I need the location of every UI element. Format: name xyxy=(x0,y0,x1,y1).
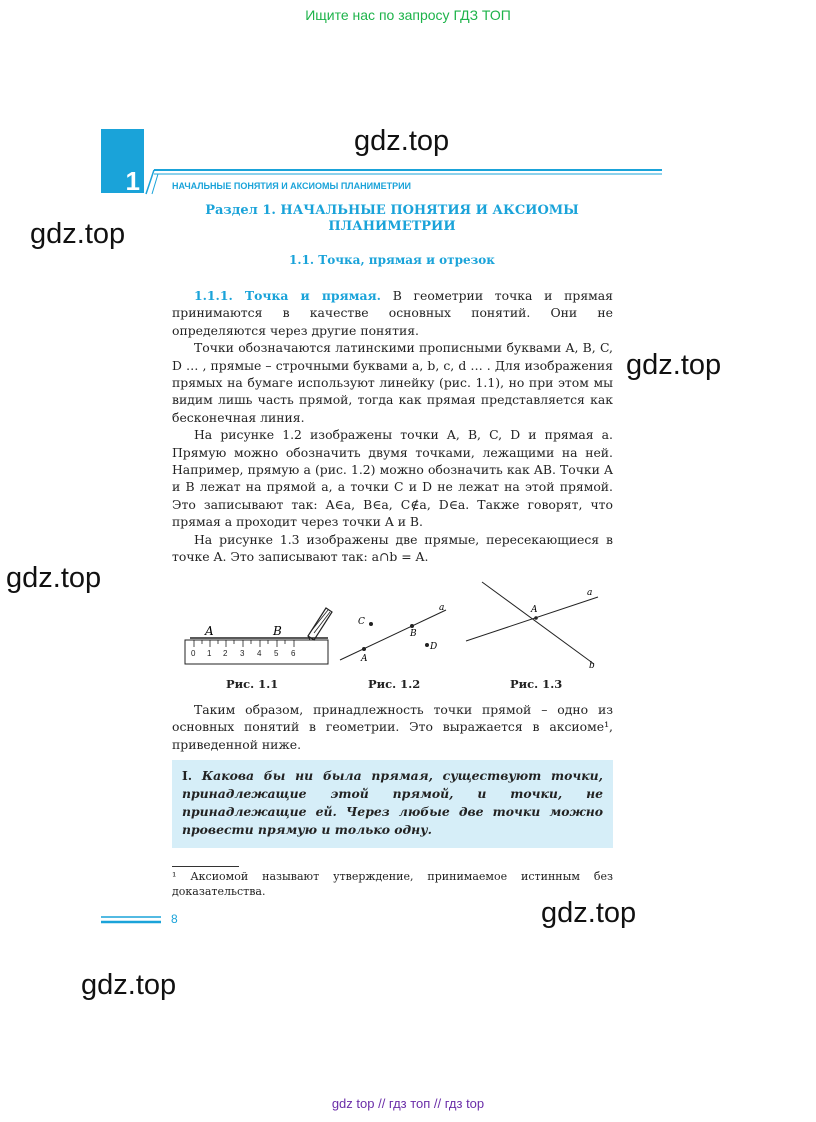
figure-ruler xyxy=(180,600,340,670)
fig2-label-B: B xyxy=(410,629,417,639)
paragraph-lead: 1.1.1. Точка и прямая. xyxy=(194,288,381,303)
top-search-hint[interactable]: Ищите нас по запросу ГДЗ ТОП xyxy=(305,7,511,23)
paragraph-1-text: В геометрии точка и прямая принимаются в качестве основных понятий. Они не определяются через другие понятия. xyxy=(172,288,613,338)
footnote: ¹ Аксиомой называют утверждение, принимаемое истинным без доказательства. xyxy=(172,870,613,898)
fig2-dot-B xyxy=(410,624,414,628)
concluding-text xyxy=(172,701,613,753)
ruler-tick-label: 6 xyxy=(291,649,296,658)
ruler-tick-label: 5 xyxy=(274,649,279,658)
fig2-label-a: a xyxy=(439,603,445,613)
fig2-label-C: C xyxy=(358,617,365,627)
fig2-dot-C xyxy=(369,622,373,626)
fig2-dot-D xyxy=(425,643,429,647)
fig1-caption: Рис. 1.1 xyxy=(226,677,279,691)
axiom-number: I. xyxy=(182,768,193,783)
section-title-line-2: ПЛАНИМЕТРИИ xyxy=(328,219,456,234)
fig2-caption: Рис. 1.2 xyxy=(368,677,421,691)
running-title: НАЧАЛЬНЫЕ ПОНЯТИЯ И АКСИОМЫ ПЛАНИМЕТРИИ xyxy=(172,181,412,191)
pen-icon xyxy=(308,608,332,640)
fig1-point-A: A xyxy=(205,624,214,638)
paragraph-1 xyxy=(172,287,613,339)
chapter-number: 1 xyxy=(125,166,140,196)
body-text xyxy=(172,287,613,566)
watermark: gdz.top xyxy=(541,897,637,929)
ruler-tick-label: 1 xyxy=(207,649,212,658)
fig3-caption: Рис. 1.3 xyxy=(510,677,563,691)
subsection-title: 1.1. Точка, прямая и отрезок xyxy=(289,253,495,267)
watermark: gdz.top xyxy=(354,125,450,157)
fig2-dot-A xyxy=(362,647,366,651)
paragraph-4: На рисунке 1.3 изображены две прямые, пересекающиеся в точке A. Это записывают так: a∩b = A. xyxy=(172,531,613,565)
fig1-point-B: B xyxy=(273,624,282,638)
watermark: gdz.top xyxy=(30,218,126,250)
fig3-label-b: b xyxy=(589,661,595,671)
footnote-divider xyxy=(172,866,239,867)
paragraph-3: На рисунке 1.2 изображены точки A, B, C, D и прямая a. Прямую можно обозначить двумя точками, лежащими на ней. Например, прямую a (рис. 1.2) можно обозначить как AB. Точки A и B лежат на прямой a, а точки C и D не лежат на этой прямой. Это записывают так: A∈a, B∈a, C∉a, D∈a. Также говорят, что прямая a проходит через точки A и B. xyxy=(172,427,613,530)
watermark: gdz.top xyxy=(626,349,722,381)
paragraph-5: Таким образом, принадлежность точки прямой – одно из основных понятий в геометрии. Это выражается в аксиоме¹, приведенной ниже. xyxy=(172,702,613,752)
ruler-tick-label: 3 xyxy=(240,649,245,658)
ruler-ticks xyxy=(194,640,294,647)
figure-intersecting-lines xyxy=(462,578,612,672)
fig3-label-a: a xyxy=(587,588,593,598)
fig3-line-b xyxy=(482,582,594,664)
axiom-text: Какова бы ни была прямая, существуют точки, принадлежащие этой прямой, и точки, не принадлежащие ей. Через любые две точки можно провести прямую и только одну. xyxy=(182,768,603,837)
ruler-tick-label: 2 xyxy=(223,649,228,658)
watermark: gdz.top xyxy=(6,562,102,594)
page-number-rules xyxy=(101,914,163,926)
watermark: gdz.top xyxy=(81,969,177,1001)
page-number: 8 xyxy=(171,912,178,926)
ruler-tick-label: 0 xyxy=(191,649,196,658)
fig2-line-a xyxy=(340,610,446,660)
axiom-box xyxy=(172,760,613,848)
fig2-label-D: D xyxy=(430,642,438,652)
fig3-label-A: A xyxy=(531,605,538,615)
section-title-line-1: Раздел 1. НАЧАЛЬНЫЕ ПОНЯТИЯ И АКСИОМЫ xyxy=(205,203,579,218)
section-title xyxy=(172,203,612,235)
fig2-label-A: A xyxy=(361,654,368,664)
figure-points-line xyxy=(336,598,456,668)
bottom-links[interactable]: gdz top // гдз топ // гдз top xyxy=(331,1096,485,1111)
paragraph-2: Точки обозначаются латинскими прописными буквами A, B, C, D … , прямые – строчными буквами a, b, c, d … . Для изображения прямых на бумаге используют линейку (рис. 1.1), но при этом мы видим лишь часть прямой, тогда как прямая представляется как бесконечная линия. xyxy=(172,340,613,425)
ruler-tick-label: 4 xyxy=(257,649,262,658)
fig3-intersection-dot xyxy=(534,616,538,620)
